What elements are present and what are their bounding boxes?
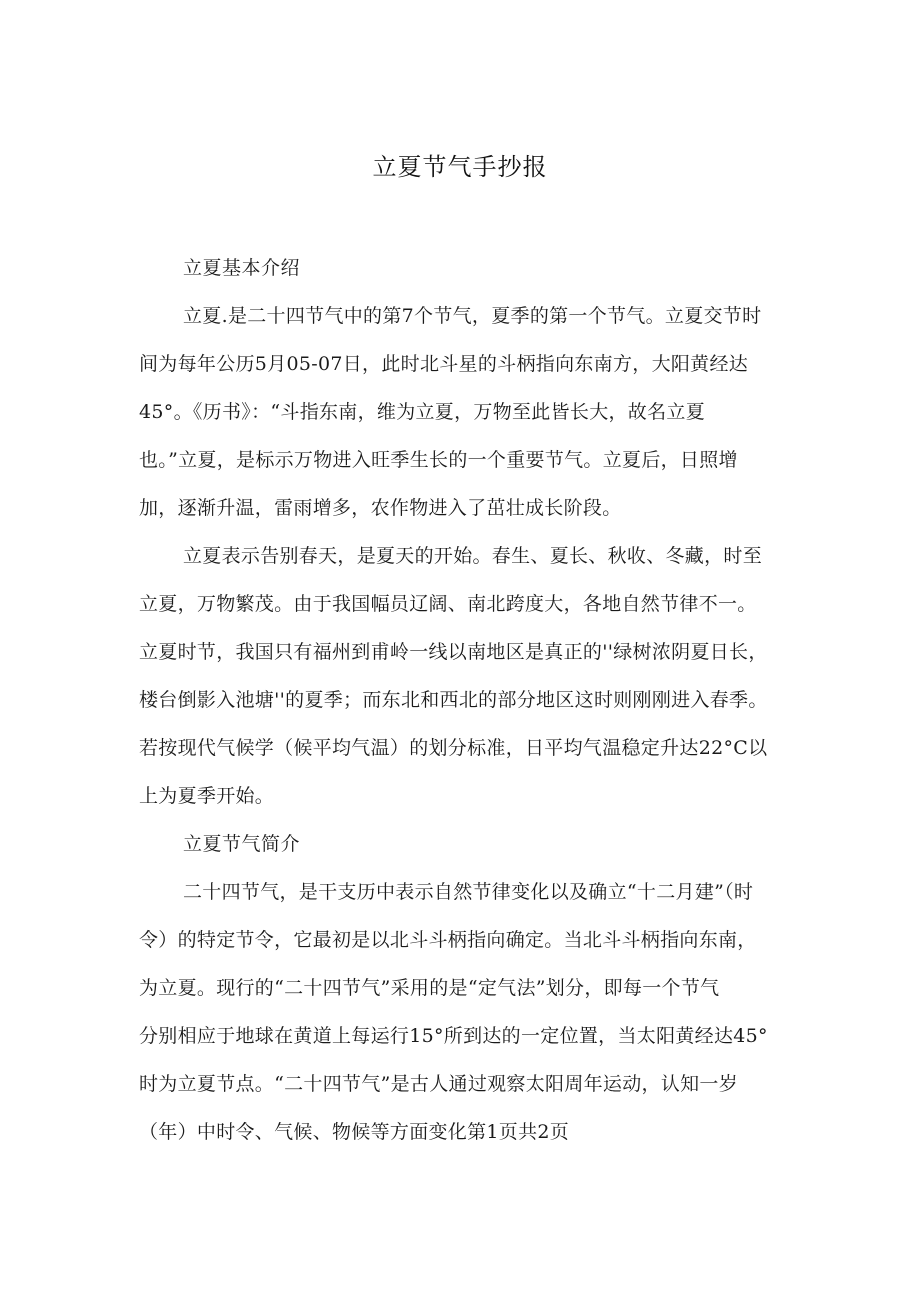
text-line: （年）中时令、气候、物候等方面变化第1页共2页 (139, 1121, 570, 1143)
text-line: 立夏，万物繁茂。由于我国幅员辽阔、南北跨度大，各地自然节律不一。 (139, 593, 757, 615)
text-line: 楼台倒影入池塘''的夏季；而东北和西北的部分地区这时则刚刚进入春季。 (139, 689, 768, 711)
text-line: 上为夏季开始。 (139, 785, 275, 807)
text-line: 立夏.是二十四节气中的第7个节气，夏季的第一个节气。立夏交节时 (183, 305, 762, 327)
text-line: 也。”立夏，是标示万物进入旺季生长的一个重要节气。立夏后，日照增 (139, 449, 738, 471)
text-line: 45°。《历书》：“斗指东南，维为立夏，万物至此皆长大，故名立夏 (139, 401, 705, 423)
paragraph-solar-term-intro (139, 868, 799, 1156)
text-line: 二十四节气，是干支历中表示自然节律变化以及确立“十二月建”（时 (183, 881, 754, 903)
section-heading-solar-term-intro: 立夏节气简介 (183, 833, 301, 855)
text-line: 为立夏。现行的“二十四节气”采用的是“定气法”划分，即每一个节气 (139, 977, 720, 999)
text-line: 立夏时节，我国只有福州到甫岭一线以南地区是真正的''绿树浓阴夏日长， (139, 641, 768, 663)
paragraph-summer-start (139, 532, 799, 820)
text-line: 立夏表示告别春天，是夏天的开始。春生、夏长、秋收、冬藏，时至 (183, 545, 763, 567)
section-heading-basic-intro: 立夏基本介绍 (183, 257, 301, 279)
paragraph-basic-intro (139, 292, 799, 532)
text-line: 若按现代气候学（候平均气温）的划分标准，日平均气温稳定升达22°C以 (139, 737, 768, 759)
document-body (139, 244, 799, 1156)
document-title: 立夏节气手抄报 (372, 153, 548, 181)
text-line: 分别相应于地球在黄道上每运行15°所到达的一定位置，当太阳黄经达45° (139, 1025, 768, 1047)
text-line: 加，逐渐升温，雷雨增多，农作物进入了茁壮成长阶段。 (139, 497, 622, 519)
text-line: 间为每年公历5月05-07日，此时北斗星的斗柄指向东南方，大阳黄经达 (139, 353, 749, 375)
text-line: 令）的特定节令，它最初是以北斗斗柄指向确定。当北斗斗柄指向东南， (139, 929, 757, 951)
text-line: 时为立夏节点。“二十四节气”是古人通过观察太阳周年运动，认知一岁 (139, 1073, 739, 1095)
